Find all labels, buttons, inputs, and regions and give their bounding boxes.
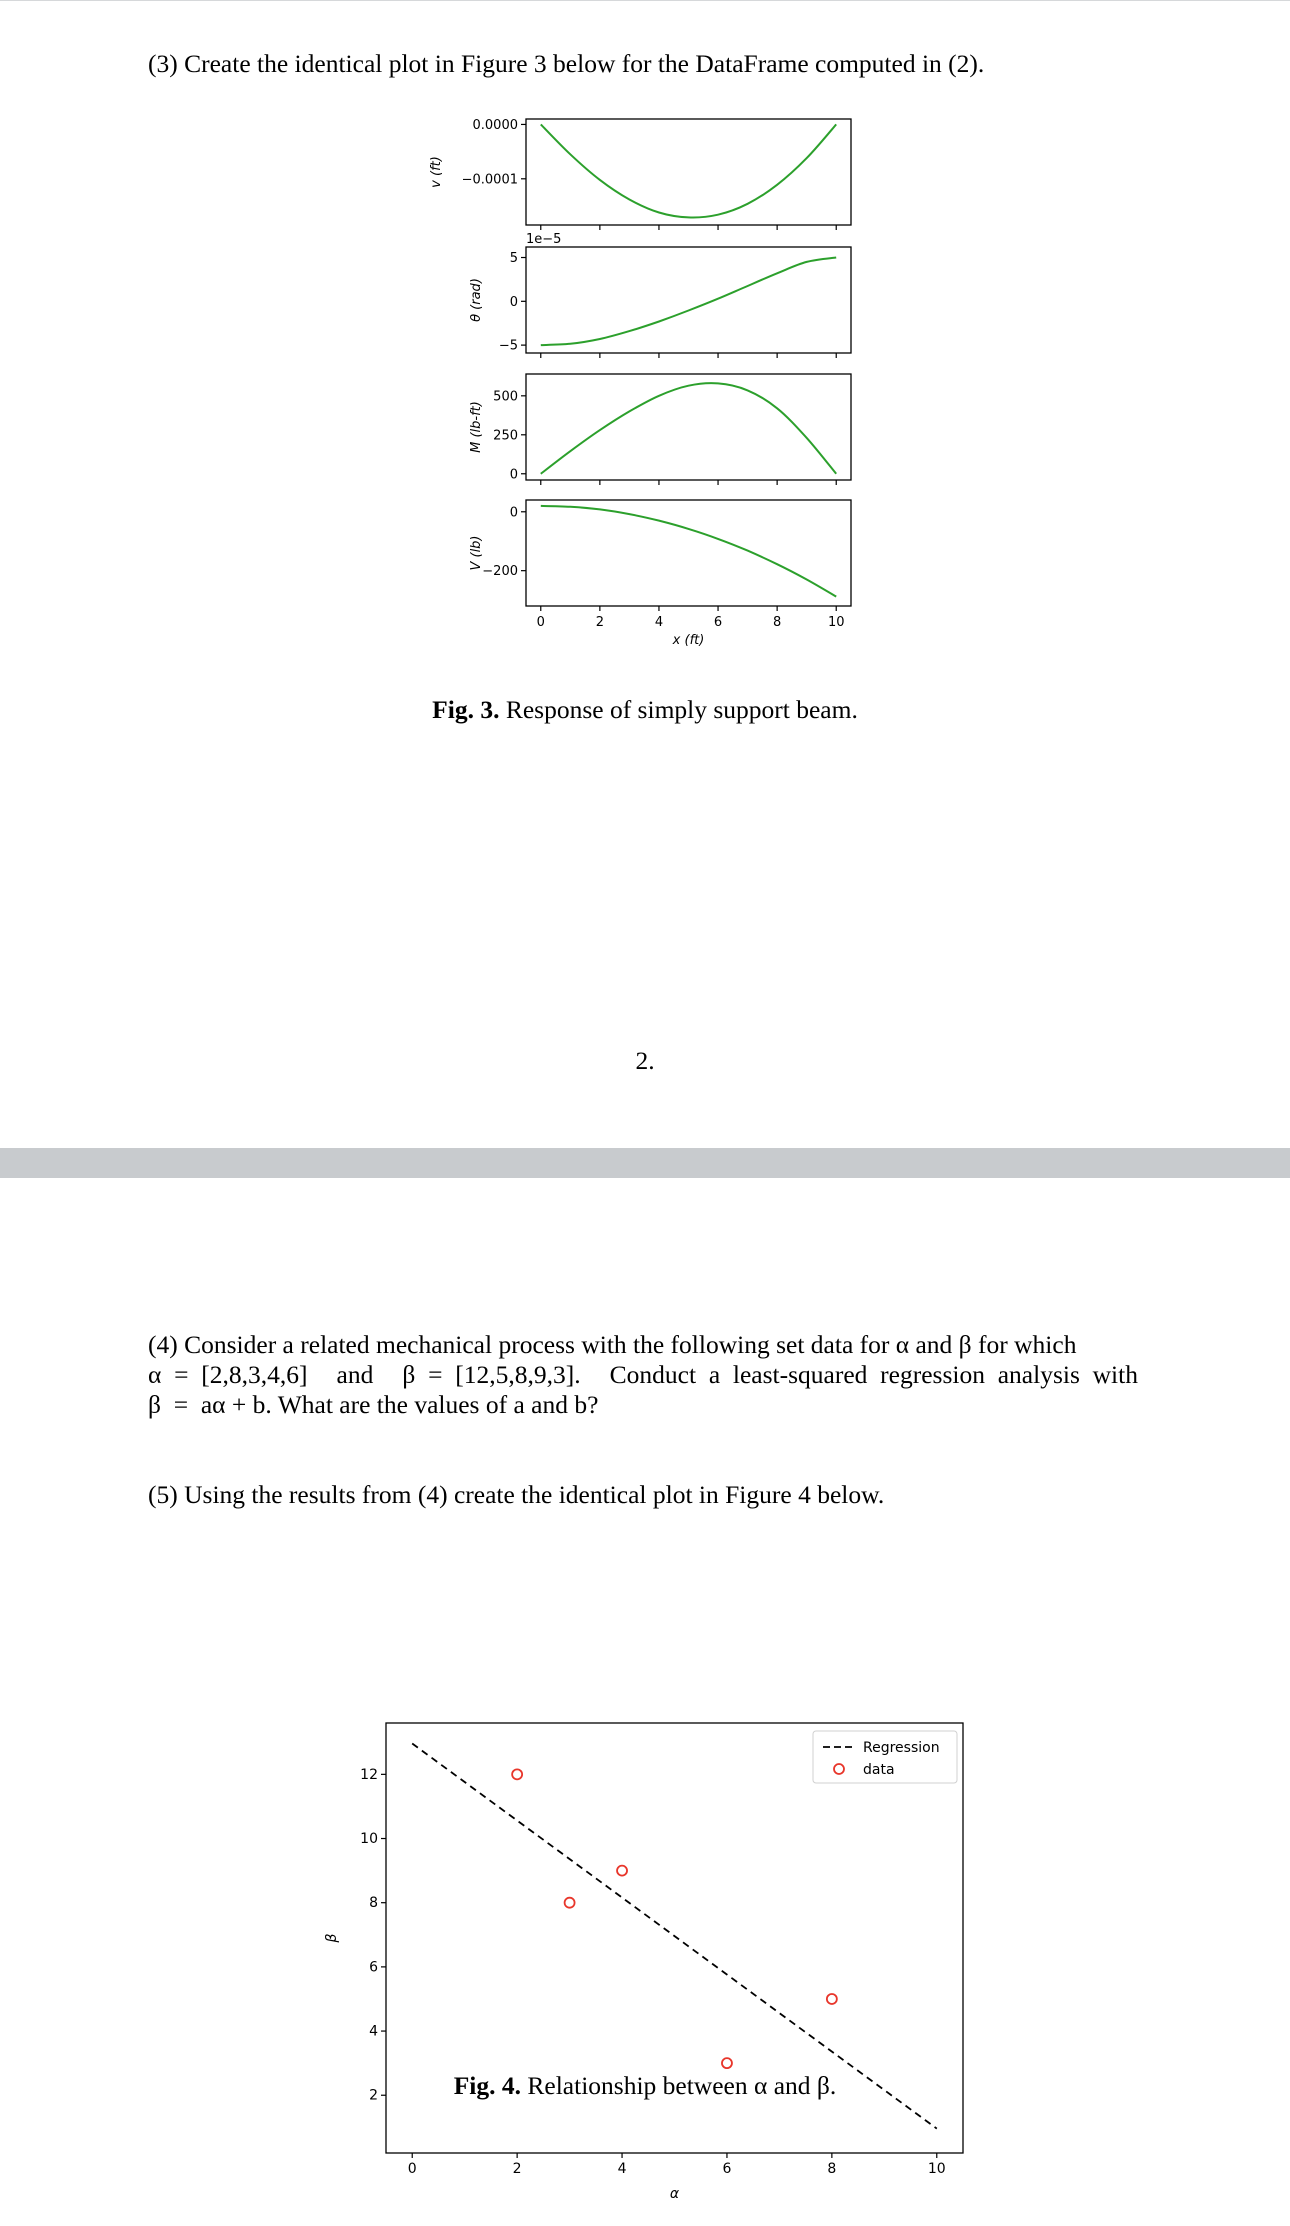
figure-3-beam-response [0, 1, 1290, 701]
beam-panel-3-y-axis-label: M (lb-ft) [469, 401, 484, 453]
figure-4-caption-text: Relationship between α and β. [521, 2071, 837, 2100]
alpha-beta-chart-data-point [565, 1898, 575, 1908]
alpha-beta-chart-data-point [827, 1994, 837, 2004]
beam-panel-2-offset-text: 1e−5 [526, 232, 562, 247]
figure-4-caption [0, 2071, 1290, 2101]
beam-panel-3-y-tick-label: 250 [493, 428, 518, 444]
figure-3-caption-label: Fig. 3. [432, 695, 500, 724]
beam-panel-2-y-axis-label: θ (rad) [469, 278, 484, 322]
figure-3-caption [0, 695, 1290, 725]
beam-panel-4-frame [526, 500, 851, 606]
alpha-beta-chart-x-tick-label: 6 [722, 2161, 732, 2177]
beam-panel-4-y-tick-label: 0 [509, 505, 518, 521]
beam-panel-4-x-tick-label: 10 [827, 615, 845, 630]
beam-panel-4-series-line [541, 506, 836, 597]
beam-panel-2-series-line [541, 258, 836, 346]
alpha-beta-chart-x-tick-label: 10 [927, 2161, 946, 2177]
beam-panel-2-y-tick-label: −5 [498, 338, 518, 354]
alpha-beta-chart-y-tick-label: 6 [369, 1959, 378, 1976]
beta-definition: β = [12,5,8,9,3]. [402, 1360, 581, 1389]
alpha-beta-chart-x-axis-label: α [669, 2186, 680, 2202]
question-4-line-3: β = aα + b. What are the values of a and b? [148, 1390, 599, 1419]
alpha-beta-chart-y-tick-label: 12 [360, 1766, 378, 1783]
alpha-beta-chart-data-point [512, 1769, 522, 1779]
legend-regression-label: Regression [863, 1740, 940, 1756]
question-4-line-2 [148, 1360, 1138, 1390]
beam-panel-2-y-tick-label: 0 [509, 294, 518, 310]
beam-panel-4-x-tick-label: 4 [654, 615, 664, 630]
beam-panel-3-y-tick-label: 500 [493, 389, 518, 405]
beam-panel-4-x-tick-label: 8 [772, 615, 782, 630]
page-number: 2. [635, 1046, 655, 1075]
beam-panel-4-x-tick-label: 6 [713, 615, 723, 630]
alpha-beta-chart-x-tick-label: 4 [617, 2161, 627, 2177]
alpha-beta-chart-x-tick-label: 2 [512, 2161, 522, 2177]
beam-panel-3 [469, 374, 851, 485]
beam-panel-3-frame [526, 374, 851, 480]
figure-3-caption-text: Response of simply support beam. [499, 695, 858, 724]
beam-panel-4-y-axis-label: V (lb) [469, 535, 484, 571]
alpha-beta-chart-y-tick-label: 2 [369, 2087, 378, 2104]
regression-instruction: Conduct a least-squared regression analysis with [609, 1360, 1138, 1389]
beam-panel-3-series-line [541, 383, 836, 474]
page-separator [0, 1148, 1290, 1178]
alpha-beta-chart-y-axis-label: β [324, 1933, 340, 1943]
beam-panel-4-y-tick-label: −200 [482, 564, 518, 580]
beam-panel-4-x-tick-label: 2 [595, 615, 605, 630]
figure-4-caption-label: Fig. 4. [453, 2071, 522, 2100]
beam-panel-4-x-axis-label: x (ft) [672, 633, 705, 648]
alpha-beta-chart-x-tick-label: 0 [407, 2161, 417, 2177]
beam-panel-2-y-tick-label: 5 [509, 251, 518, 267]
alpha-beta-chart-legend [813, 1731, 957, 1783]
beam-panel-1-y-axis-label: v (ft) [429, 156, 444, 188]
alpha-beta-chart-x-tick-label: 8 [827, 2161, 837, 2177]
alpha-beta-chart-y-tick-label: 4 [369, 2023, 378, 2040]
alpha-beta-chart-y-tick-label: 10 [360, 1831, 378, 1848]
beam-panel-1-y-tick-label: 0.0000 [472, 117, 518, 133]
beam-panel-3-y-tick-label: 0 [509, 467, 518, 483]
beam-panel-1-y-tick-label: −0.0001 [461, 172, 518, 188]
alpha-beta-chart-data-point [722, 2058, 732, 2068]
alpha-beta-chart [324, 1723, 963, 2202]
alpha-beta-chart-data-point [617, 1866, 627, 1876]
question-4-line-1: (4) Consider a related mechanical process with the following set data for α and β for which [148, 1330, 1077, 1359]
alpha-beta-chart-y-tick-label: 8 [369, 1895, 378, 1912]
question-3: (3) Create the identical plot in Figure 3 below for the DataFrame computed in (2). [148, 49, 985, 78]
beam-panel-4-x-tick-label: 0 [536, 615, 545, 630]
beam-panel-1-frame [526, 119, 851, 225]
alpha-definition: α = [2,8,3,4,6] [148, 1360, 308, 1389]
beam-panel-1-series-line [541, 124, 836, 217]
page-2 [0, 1178, 1290, 2226]
and-word: and [336, 1360, 374, 1389]
legend-data-label: data [863, 1762, 895, 1778]
beam-panel-4 [469, 500, 851, 648]
beam-panel-1 [429, 118, 851, 230]
beam-panel-2 [469, 232, 851, 358]
question-5: (5) Using the results from (4) create the identical plot in Figure 4 below. [148, 1480, 885, 1509]
figure-4-alpha-beta [0, 1508, 1290, 2208]
